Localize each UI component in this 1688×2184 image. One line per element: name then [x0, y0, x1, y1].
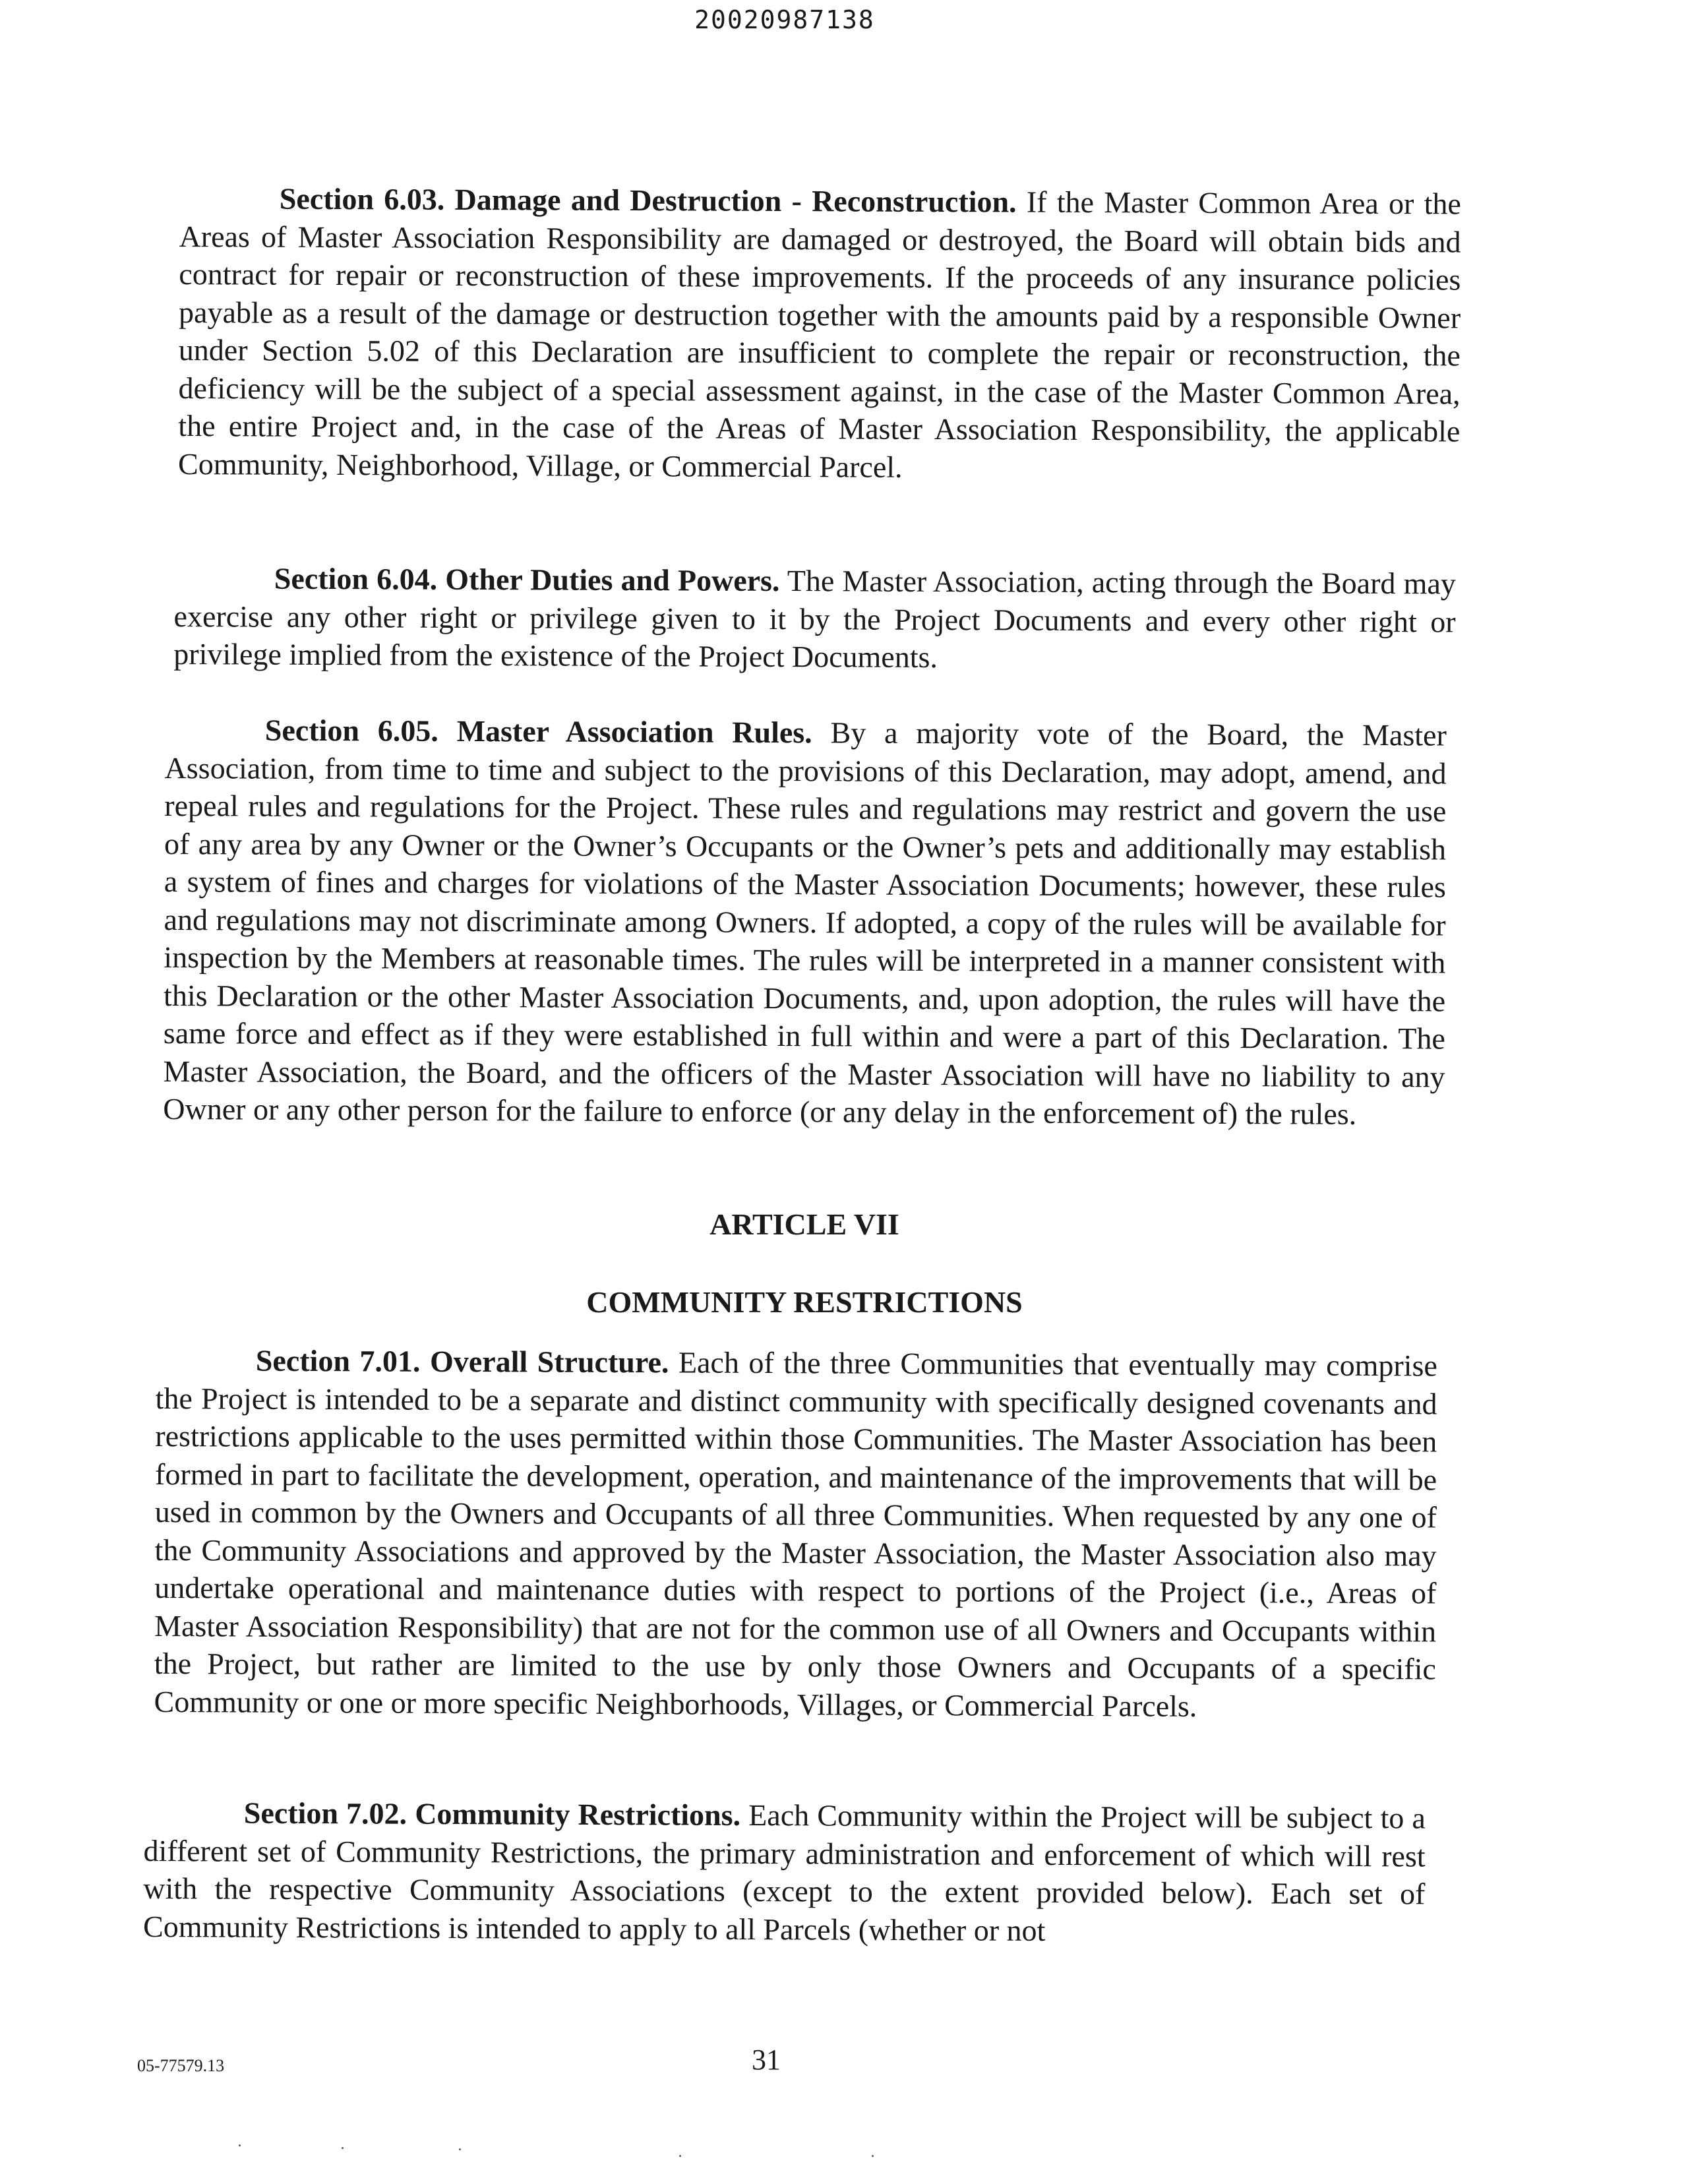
section-7-02	[143, 1794, 1426, 1951]
section-6-03-heading: Section 6.03. Damage and Destruction - Reconstruction.	[279, 181, 1017, 219]
section-6-03	[178, 179, 1461, 488]
scan-speck	[239, 2144, 241, 2146]
document-number: 20020987138	[694, 5, 875, 34]
scan-speck	[342, 2147, 344, 2149]
section-7-02-heading: Section 7.02. Community Restrictions.	[243, 1796, 741, 1832]
section-7-01-body: Each of the three Communities that eventually may comprise the Project is intended to be a separate and distinct community with specifically designed covenants and restrictions applicable to the uses permitted within those Communities. The Master Association has been formed in part to facilitate the development, operation, and maintenance of the improvements that will be used in common by the Owners and Occupants of all three Communities. When requested by any one of the Community Associations and approved by the Master Association, the Master Association also may undertake operational and maintenance duties with respect to portions of the Project (i.e., Areas of Master Association Responsibility) that are not for the common use of all Owners and Occupants within the Project, but rather are limited to the use by only those Owners and Occupants of a specific Community or one or more specific Neighborhoods, Villages, or Commercial Parcels.	[154, 1345, 1437, 1723]
section-7-01	[154, 1341, 1437, 1726]
section-6-05-heading: Section 6.05. Master Association Rules.	[264, 713, 812, 750]
page-number: 31	[752, 2044, 781, 2076]
section-6-04-heading: Section 6.04. Other Duties and Powers.	[274, 561, 780, 598]
article-title: COMMUNITY RESTRICTIONS	[586, 1285, 1023, 1319]
section-7-01-heading: Section 7.01. Overall Structure.	[255, 1343, 669, 1380]
section-6-04-body: The Master Association, acting through the Board may exercise any other right or privilege given to it by the Project Documents and every other right or privilege implied from the existence of the Project Documents.	[173, 564, 1456, 675]
scan-speck	[872, 2155, 874, 2157]
section-7-02-body: Each Community within the Project will be subject to a different set of Community Restrictions, the primary administration and enforcement of which will rest with the respective Community Associations (except to the extent provided below). Each set of Community Restrictions is intended to apply to all Parcels (whether or not	[143, 1798, 1426, 1947]
article-number: ARTICLE VII	[709, 1207, 899, 1241]
section-6-03-body: If the Master Common Area or the Areas of Master Association Responsibility are damaged or destroyed, the Board will obtain bids and contract for repair or reconstruction of these improvements. If the proceeds of any insurance policies payable as a result of the damage or destruction together with the amounts paid by a responsible Owner under Section 5.02 of this Declaration are insufficient to complete the repair or reconstruction, the deficiency will be the subject of a special assessment against, in the case of the Master Common Area, the entire Project and, in the case of the Areas of Master Association Responsibility, the applicable Community, Neighborhood, Village, or Commercial Parcel.	[178, 185, 1461, 484]
section-6-05	[163, 711, 1447, 1134]
scan-speck	[459, 2148, 461, 2150]
section-6-05-body: By a majority vote of the Board, the Master Association, from time to time and subject to the provisions of this Declaration, may adopt, amend, and repeal rules and regulations for the Project. These rules and regulations may restrict and govern the use of any area by any Owner or the Owner’s Occupants or the Owner’s pets and additionally may establish a system of fines and charges for violations of the Master Association Documents; however, these rules and regulations may not discriminate among Owners. If adopted, a copy of the rules will be available for inspection by the Members at reasonable times. The rules will be interpreted in a manner consistent with this Declaration or the other Master Association Documents, and, upon adoption, the rules will have the same force and effect as if they were established in full within and were a part of this Declaration. The Master Association, the Board, and the officers of the Master Association will have no liability to any Owner or any other person for the failure to enforce (or any delay in the enforcement of) the rules.	[163, 715, 1447, 1131]
scan-speck	[679, 2155, 681, 2157]
footer-document-id: 05-77579.13	[137, 2056, 225, 2075]
section-6-04	[173, 559, 1456, 679]
